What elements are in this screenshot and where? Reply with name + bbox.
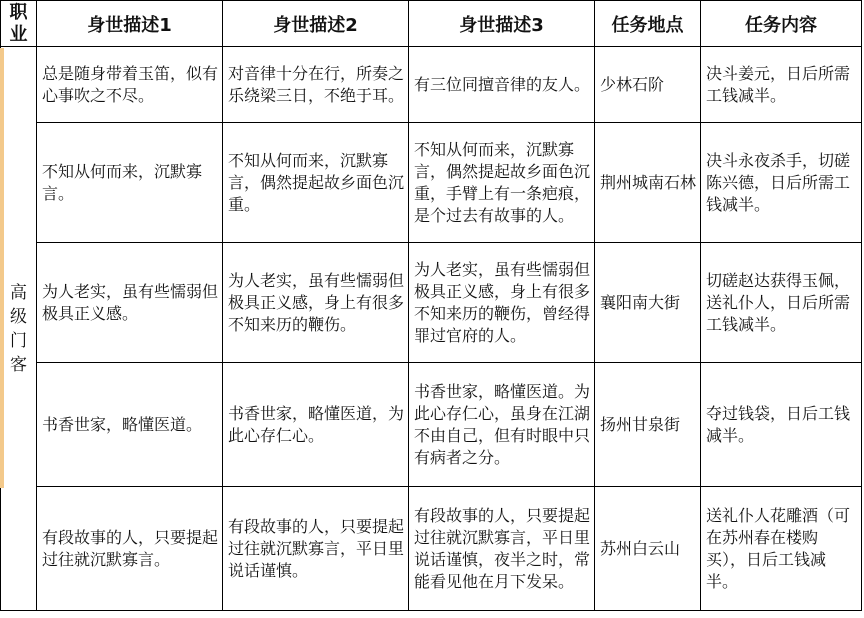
desc1-cell: 有段故事的人，只要提起过往就沉默寡言。: [37, 487, 223, 611]
location-cell: 荆州城南石林: [595, 123, 701, 243]
role-cell: 高级门客: [1, 47, 37, 611]
desc2-cell: 有段故事的人，只要提起过往就沉默寡言，平日里说话谨慎。: [223, 487, 409, 611]
desc2-cell: 对音律十分在行，所奏之乐绕梁三日，不绝于耳。: [223, 47, 409, 123]
task-cell: 切磋赵达获得玉佩，送礼仆人，日后所需工钱减半。: [701, 243, 862, 363]
location-cell: 扬州甘泉街: [595, 363, 701, 487]
table-row: [1, 243, 862, 363]
header-row: [1, 1, 862, 47]
row-header-strip: [0, 48, 4, 488]
task-cell: 夺过钱袋，日后工钱减半。: [701, 363, 862, 487]
desc1-cell: 为人老实，虽有些懦弱但极具正义感。: [37, 243, 223, 363]
header-desc2: 身世描述2: [223, 1, 409, 47]
task-cell: 决斗姜元，日后所需工钱减半。: [701, 47, 862, 123]
desc1-cell: 总是随身带着玉笛，似有心事吹之不尽。: [37, 47, 223, 123]
header-desc1: 身世描述1: [37, 1, 223, 47]
location-cell: 苏州白云山: [595, 487, 701, 611]
table-row: [1, 123, 862, 243]
desc3-cell: 书香世家，略懂医道。为此心存仁心，虽身在江湖不由自己，但有时眼中只有病者之分。: [409, 363, 595, 487]
table-row: [1, 487, 862, 611]
desc3-cell: 不知从何而来，沉默寡言，偶然提起故乡面色沉重，手臂上有一条疤痕，是个过去有故事的人。: [409, 123, 595, 243]
desc1-cell: 书香世家，略懂医道。: [37, 363, 223, 487]
desc2-cell: 不知从何而来，沉默寡言，偶然提起故乡面色沉重。: [223, 123, 409, 243]
table-row: [1, 47, 862, 123]
header-desc3: 身世描述3: [409, 1, 595, 47]
task-cell: 送礼仆人花雕酒（可在苏州春在楼购买），日后工钱减半。: [701, 487, 862, 611]
desc1-cell: 不知从何而来，沉默寡言。: [37, 123, 223, 243]
desc2-cell: 书香世家，略懂医道，为此心存仁心。: [223, 363, 409, 487]
desc2-cell: 为人老实，虽有些懦弱但极具正义感，身上有很多不知来历的鞭伤。: [223, 243, 409, 363]
header-role: 职业: [1, 1, 37, 47]
desc3-cell: 有段故事的人，只要提起过往就沉默寡言，平日里说话谨慎，夜半之时，常能看见他在月下发呆。: [409, 487, 595, 611]
desc3-cell: 为人老实，虽有些懦弱但极具正义感，身上有很多不知来历的鞭伤，曾经得罪过官府的人。: [409, 243, 595, 363]
header-location: 任务地点: [595, 1, 701, 47]
header-task: 任务内容: [701, 1, 862, 47]
location-cell: 少林石阶: [595, 47, 701, 123]
location-cell: 襄阳南大街: [595, 243, 701, 363]
desc3-cell: 有三位同擅音律的友人。: [409, 47, 595, 123]
task-cell: 决斗永夜杀手，切磋陈兴德，日后所需工钱减半。: [701, 123, 862, 243]
table-row: [1, 363, 862, 487]
